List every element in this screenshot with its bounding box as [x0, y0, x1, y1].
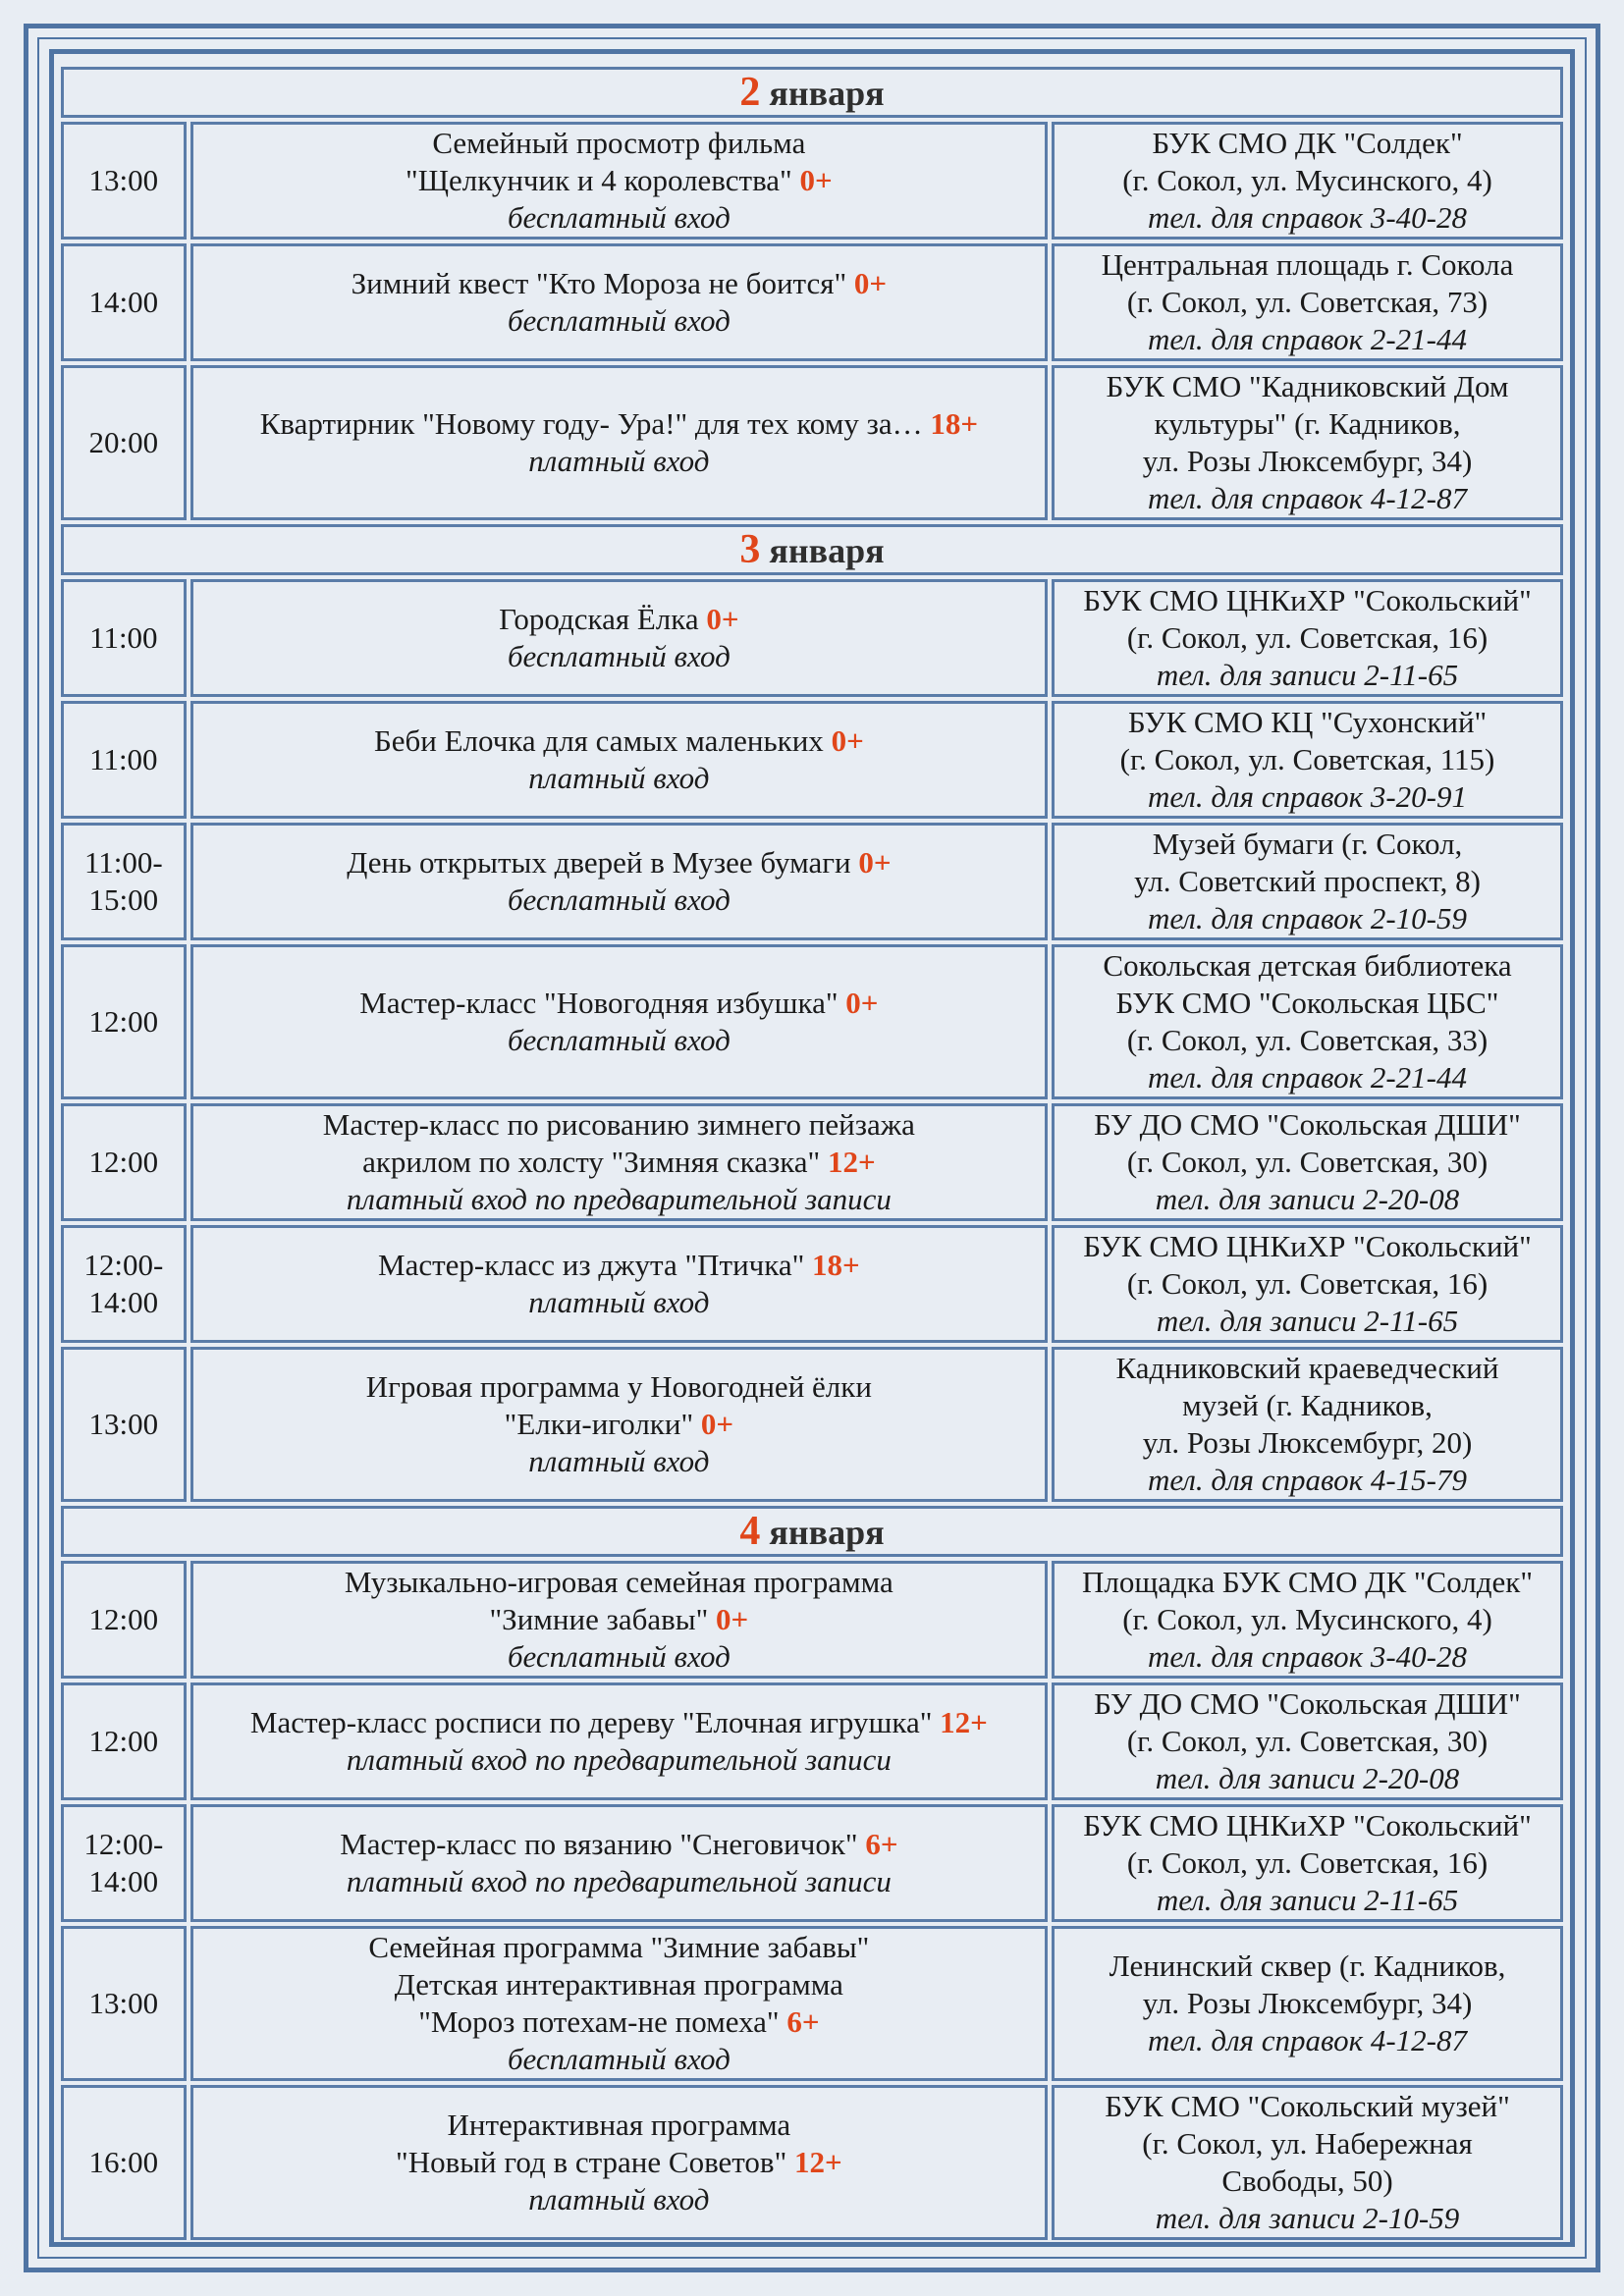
event-time — [61, 823, 187, 940]
entry-fee-note: бесплатный вход — [507, 1639, 731, 1674]
venue-phone: тел. для справок 4-12-87 — [1148, 481, 1467, 515]
venue-line: БУ ДО СМО "Сокольская ДШИ" — [1094, 1107, 1521, 1142]
entry-fee-note: бесплатный вход — [507, 882, 731, 917]
event-venue — [1052, 1804, 1563, 1922]
entry-fee-note: бесплатный вход — [507, 200, 731, 235]
event-row — [61, 944, 1563, 1099]
event-title-text: Музыкально-игровая семейная программа — [344, 1565, 893, 1599]
event-time — [61, 1225, 187, 1343]
event-description — [190, 365, 1048, 520]
event-time — [61, 701, 187, 819]
venue-phone: тел. для справок 4-12-87 — [1148, 2023, 1467, 2057]
venue-line: культуры" (г. Кадников, — [1154, 406, 1461, 441]
event-title-line — [199, 125, 1039, 162]
venue-phone: тел. для справок 3-40-28 — [1148, 1639, 1467, 1674]
event-description — [190, 1682, 1048, 1800]
venue-line: БУК СМО ЦНКиХР "Сокольский" — [1083, 583, 1532, 617]
event-time — [61, 2085, 187, 2240]
event-row — [61, 579, 1563, 697]
venue-phone: тел. для записи 2-11-65 — [1156, 1883, 1459, 1917]
venue-phone: тел. для справок 4-15-79 — [1148, 1463, 1467, 1497]
venue-phone: тел. для справок 2-10-59 — [1148, 901, 1467, 935]
venue-line: ул. Розы Люксембург, 34) — [1142, 1986, 1473, 2020]
entry-fee-note: бесплатный вход — [507, 639, 731, 673]
event-title-line — [199, 1826, 1039, 1863]
event-title-text: Игровая программа у Новогодней ёлки — [365, 1369, 872, 1404]
event-title-text: "Новый год в стране Советов" — [396, 2145, 787, 2179]
venue-line: БУК СМО "Сокольская ЦБС" — [1115, 986, 1499, 1020]
event-venue — [1052, 243, 1563, 361]
venue-line: (г. Сокол, ул. Советская, 73) — [1126, 285, 1489, 319]
entry-fee-note: платный вход по предварительной записи — [346, 1742, 892, 1777]
event-title-line — [199, 2107, 1039, 2144]
entry-fee-note: бесплатный вход — [507, 2042, 731, 2076]
venue-phone: тел. для записи 2-20-08 — [1155, 1761, 1460, 1795]
event-venue — [1052, 1225, 1563, 1343]
event-time — [61, 1103, 187, 1221]
event-description — [190, 1561, 1048, 1679]
entry-fee-note: платный вход — [528, 2182, 710, 2216]
event-title-text: Интерактивная программа — [447, 2108, 791, 2142]
event-title-line — [199, 1406, 1039, 1443]
event-title-text: Беби Елочка для самых маленьких — [373, 723, 824, 758]
event-row — [61, 1225, 1563, 1343]
event-title-line — [199, 265, 1039, 302]
event-venue — [1052, 1561, 1563, 1679]
event-time-line: 12:00 — [88, 1724, 159, 1758]
event-title-text: Мастер-класс по вязанию "Снеговичок" — [340, 1827, 858, 1861]
venue-line: Центральная площадь г. Сокола — [1101, 247, 1514, 282]
age-rating-badge: 18+ — [812, 1248, 860, 1282]
venue-line: (г. Сокол, ул. Набережная — [1142, 2126, 1473, 2161]
venue-line: (г. Сокол, ул. Советская, 16) — [1126, 1266, 1489, 1301]
event-description — [190, 122, 1048, 240]
event-row — [61, 1682, 1563, 1800]
event-row — [61, 1804, 1563, 1922]
event-title-line — [199, 1368, 1039, 1406]
event-time — [61, 243, 187, 361]
event-title-line — [199, 1601, 1039, 1638]
event-time-line: 13:00 — [88, 1407, 159, 1441]
age-rating-badge: 0+ — [799, 163, 833, 197]
event-time-line: 12:00 — [88, 1602, 159, 1636]
event-description — [190, 701, 1048, 819]
venue-line: (г. Сокол, ул. Советская, 30) — [1126, 1724, 1489, 1758]
event-title-text: Городская Ёлка — [499, 602, 699, 636]
event-title-text: Мастер-класс росписи по дереву "Елочная игрушка" — [249, 1705, 933, 1739]
age-rating-badge: 12+ — [940, 1705, 988, 1739]
event-title-text: "Елки-иголки" — [504, 1407, 694, 1441]
day-header-row — [61, 524, 1563, 575]
venue-line: (г. Сокол, ул. Советская, 16) — [1126, 620, 1489, 655]
day-header — [61, 1506, 1563, 1557]
event-title-line — [199, 985, 1039, 1022]
event-title-text: Семейная программа "Зимние забавы" — [368, 1930, 870, 1964]
event-time-line: 12:00- — [83, 1248, 164, 1282]
event-venue — [1052, 122, 1563, 240]
event-time-line: 16:00 — [88, 2145, 159, 2179]
venue-line: Ленинский сквер (г. Кадников, — [1109, 1949, 1506, 1983]
venue-line: Музей бумаги (г. Сокол, — [1152, 827, 1463, 861]
age-rating-badge: 0+ — [700, 1407, 734, 1441]
venue-phone: тел. для справок 3-40-28 — [1148, 200, 1467, 235]
day-header-row — [61, 1506, 1563, 1557]
entry-fee-note: платный вход — [528, 761, 710, 795]
event-time — [61, 1682, 187, 1800]
day-number: 2 — [739, 69, 761, 115]
event-time — [61, 365, 187, 520]
age-rating-badge: 0+ — [716, 1602, 749, 1636]
venue-line: ул. Советский проспект, 8) — [1134, 864, 1481, 898]
event-time — [61, 1561, 187, 1679]
event-time-line: 14:00 — [88, 285, 159, 319]
age-rating-badge: 6+ — [786, 2004, 820, 2039]
venue-line: БУК СМО ДК "Солдек" — [1152, 126, 1463, 160]
event-description — [190, 1926, 1048, 2081]
venue-line: Площадка БУК СМО ДК "Солдек" — [1081, 1565, 1534, 1599]
event-title-text: "Мороз потехам-не помеха" — [418, 2004, 780, 2039]
event-description — [190, 1347, 1048, 1502]
event-row — [61, 1926, 1563, 2081]
event-title-text: Зимний квест "Кто Мороза не боится" — [351, 266, 847, 300]
day-month: января — [769, 530, 885, 570]
event-time-line: 11:00 — [89, 742, 158, 776]
event-title-text: День открытых дверей в Музее бумаги — [347, 845, 851, 880]
event-time-line: 12:00 — [88, 1145, 159, 1179]
event-title-line — [199, 1704, 1039, 1741]
venue-line: (г. Сокол, ул. Советская, 33) — [1126, 1023, 1489, 1057]
venue-line: ул. Розы Люксембург, 34) — [1142, 444, 1473, 478]
venue-line: Свободы, 50) — [1221, 2163, 1393, 2198]
venue-line: музей (г. Кадников, — [1182, 1388, 1433, 1422]
event-time-line: 13:00 — [88, 163, 159, 197]
venue-phone: тел. для справок 2-21-44 — [1148, 322, 1467, 356]
age-rating-badge: 0+ — [845, 986, 879, 1020]
age-rating-badge: 0+ — [858, 845, 892, 880]
event-description — [190, 1225, 1048, 1343]
event-time — [61, 944, 187, 1099]
venue-phone: тел. для записи 2-20-08 — [1155, 1182, 1460, 1216]
event-row — [61, 701, 1563, 819]
event-time — [61, 1804, 187, 1922]
venue-line: БУК СМО ЦНКиХР "Сокольский" — [1083, 1808, 1532, 1842]
entry-fee-note: платный вход — [528, 1285, 710, 1319]
event-venue — [1052, 1682, 1563, 1800]
venue-phone: тел. для записи 2-10-59 — [1155, 2201, 1460, 2235]
age-rating-badge: 12+ — [827, 1145, 876, 1179]
event-title-line — [199, 1247, 1039, 1284]
event-title-line — [199, 722, 1039, 760]
venue-phone: тел. для справок 3-20-91 — [1148, 779, 1467, 814]
venue-line: (г. Сокол, ул. Советская, 115) — [1119, 742, 1495, 776]
event-title-line — [199, 2003, 1039, 2041]
venue-line: БУК СМО ЦНКиХР "Сокольский" — [1083, 1229, 1532, 1263]
event-time-line: 14:00 — [88, 1285, 159, 1319]
event-time-line: 14:00 — [88, 1864, 159, 1898]
day-header-row — [61, 67, 1563, 118]
venue-phone: тел. для справок 2-21-44 — [1148, 1060, 1467, 1095]
venue-line: БУК СМО "Кадниковский Дом — [1106, 369, 1509, 403]
event-venue — [1052, 1347, 1563, 1502]
event-row — [61, 823, 1563, 940]
venue-phone: тел. для записи 2-11-65 — [1156, 658, 1459, 692]
venue-line: БУК СМО КЦ "Сухонский" — [1127, 705, 1488, 739]
event-title-line — [199, 601, 1039, 638]
venue-line: ул. Розы Люксембург, 20) — [1142, 1425, 1473, 1460]
event-row — [61, 1347, 1563, 1502]
event-title-text: "Щелкунчик и 4 королевства" — [406, 163, 792, 197]
day-month: января — [769, 1512, 885, 1552]
event-time — [61, 579, 187, 697]
event-row — [61, 1561, 1563, 1679]
event-title-text: "Зимние забавы" — [489, 1602, 709, 1636]
event-time-line: 11:00 — [89, 620, 158, 655]
venue-line: (г. Сокол, ул. Советская, 16) — [1126, 1845, 1489, 1880]
event-venue — [1052, 1103, 1563, 1221]
event-title-line — [199, 1564, 1039, 1601]
age-rating-badge: 0+ — [831, 723, 864, 758]
entry-fee-note: платный вход по предварительной записи — [346, 1182, 892, 1216]
event-description — [190, 823, 1048, 940]
event-title-text: Мастер-класс по рисованию зимнего пейзажа — [322, 1107, 915, 1142]
event-title-text: Детская интерактивная программа — [394, 1967, 843, 2002]
event-title-text: Мастер-класс "Новогодняя избушка" — [359, 986, 839, 1020]
age-rating-badge: 12+ — [793, 2145, 842, 2179]
schedule-table — [57, 63, 1567, 2244]
event-time — [61, 122, 187, 240]
event-time-line: 12:00 — [88, 1004, 159, 1039]
venue-line: (г. Сокол, ул. Советская, 30) — [1126, 1145, 1489, 1179]
event-row — [61, 122, 1563, 240]
event-venue — [1052, 701, 1563, 819]
event-venue — [1052, 365, 1563, 520]
event-time-line: 13:00 — [88, 1986, 159, 2020]
event-title-line — [199, 405, 1039, 443]
entry-fee-note: бесплатный вход — [507, 1023, 731, 1057]
age-rating-badge: 0+ — [706, 602, 739, 636]
entry-fee-note: платный вход — [528, 1444, 710, 1478]
event-venue — [1052, 823, 1563, 940]
entry-fee-note: платный вход — [528, 444, 710, 478]
event-venue — [1052, 579, 1563, 697]
day-number: 3 — [739, 526, 761, 572]
day-month: января — [769, 73, 885, 113]
venue-line: БУК СМО "Сокольский музей" — [1105, 2089, 1510, 2123]
event-title-line — [199, 1966, 1039, 2003]
day-header — [61, 67, 1563, 118]
event-row — [61, 1103, 1563, 1221]
entry-fee-note: бесплатный вход — [507, 303, 731, 338]
event-title-line — [199, 1929, 1039, 1966]
venue-line: Кадниковский краеведческий — [1115, 1351, 1499, 1385]
event-row — [61, 2085, 1563, 2240]
event-description — [190, 243, 1048, 361]
event-description — [190, 1804, 1048, 1922]
event-time-line: 12:00- — [83, 1827, 164, 1861]
day-number: 4 — [739, 1508, 761, 1554]
event-title-line — [199, 1144, 1039, 1181]
event-title-text: Мастер-класс из джута "Птичка" — [378, 1248, 805, 1282]
event-row — [61, 365, 1563, 520]
event-title-text: Квартирник "Новому году- Ура!" для тех кому за… — [259, 406, 923, 441]
event-description — [190, 579, 1048, 697]
event-row — [61, 243, 1563, 361]
event-venue — [1052, 944, 1563, 1099]
event-time — [61, 1926, 187, 2081]
event-time — [61, 1347, 187, 1502]
event-title-line — [199, 2144, 1039, 2181]
event-description — [190, 1103, 1048, 1221]
event-time-line: 20:00 — [88, 425, 159, 459]
event-title-text: акрилом по холсту "Зимняя сказка" — [362, 1145, 821, 1179]
age-rating-badge: 6+ — [865, 1827, 898, 1861]
age-rating-badge: 0+ — [853, 266, 888, 300]
venue-phone: тел. для записи 2-11-65 — [1156, 1304, 1459, 1338]
venue-line: БУ ДО СМО "Сокольская ДШИ" — [1094, 1686, 1521, 1721]
venue-line: (г. Сокол, ул. Мусинского, 4) — [1122, 1602, 1492, 1636]
age-rating-badge: 18+ — [930, 406, 979, 441]
venue-line: Сокольская детская библиотека — [1103, 948, 1512, 983]
event-title-text: Семейный просмотр фильма — [432, 126, 806, 160]
event-time-line: 11:00- — [83, 845, 163, 880]
venue-line: (г. Сокол, ул. Мусинского, 4) — [1122, 163, 1492, 197]
event-description — [190, 944, 1048, 1099]
event-venue — [1052, 1926, 1563, 2081]
event-title-line — [199, 1106, 1039, 1144]
event-title-line — [199, 844, 1039, 881]
event-venue — [1052, 2085, 1563, 2240]
event-title-line — [199, 162, 1039, 199]
day-header — [61, 524, 1563, 575]
event-description — [190, 2085, 1048, 2240]
event-time-line: 15:00 — [88, 882, 159, 917]
entry-fee-note: платный вход по предварительной записи — [346, 1864, 892, 1898]
